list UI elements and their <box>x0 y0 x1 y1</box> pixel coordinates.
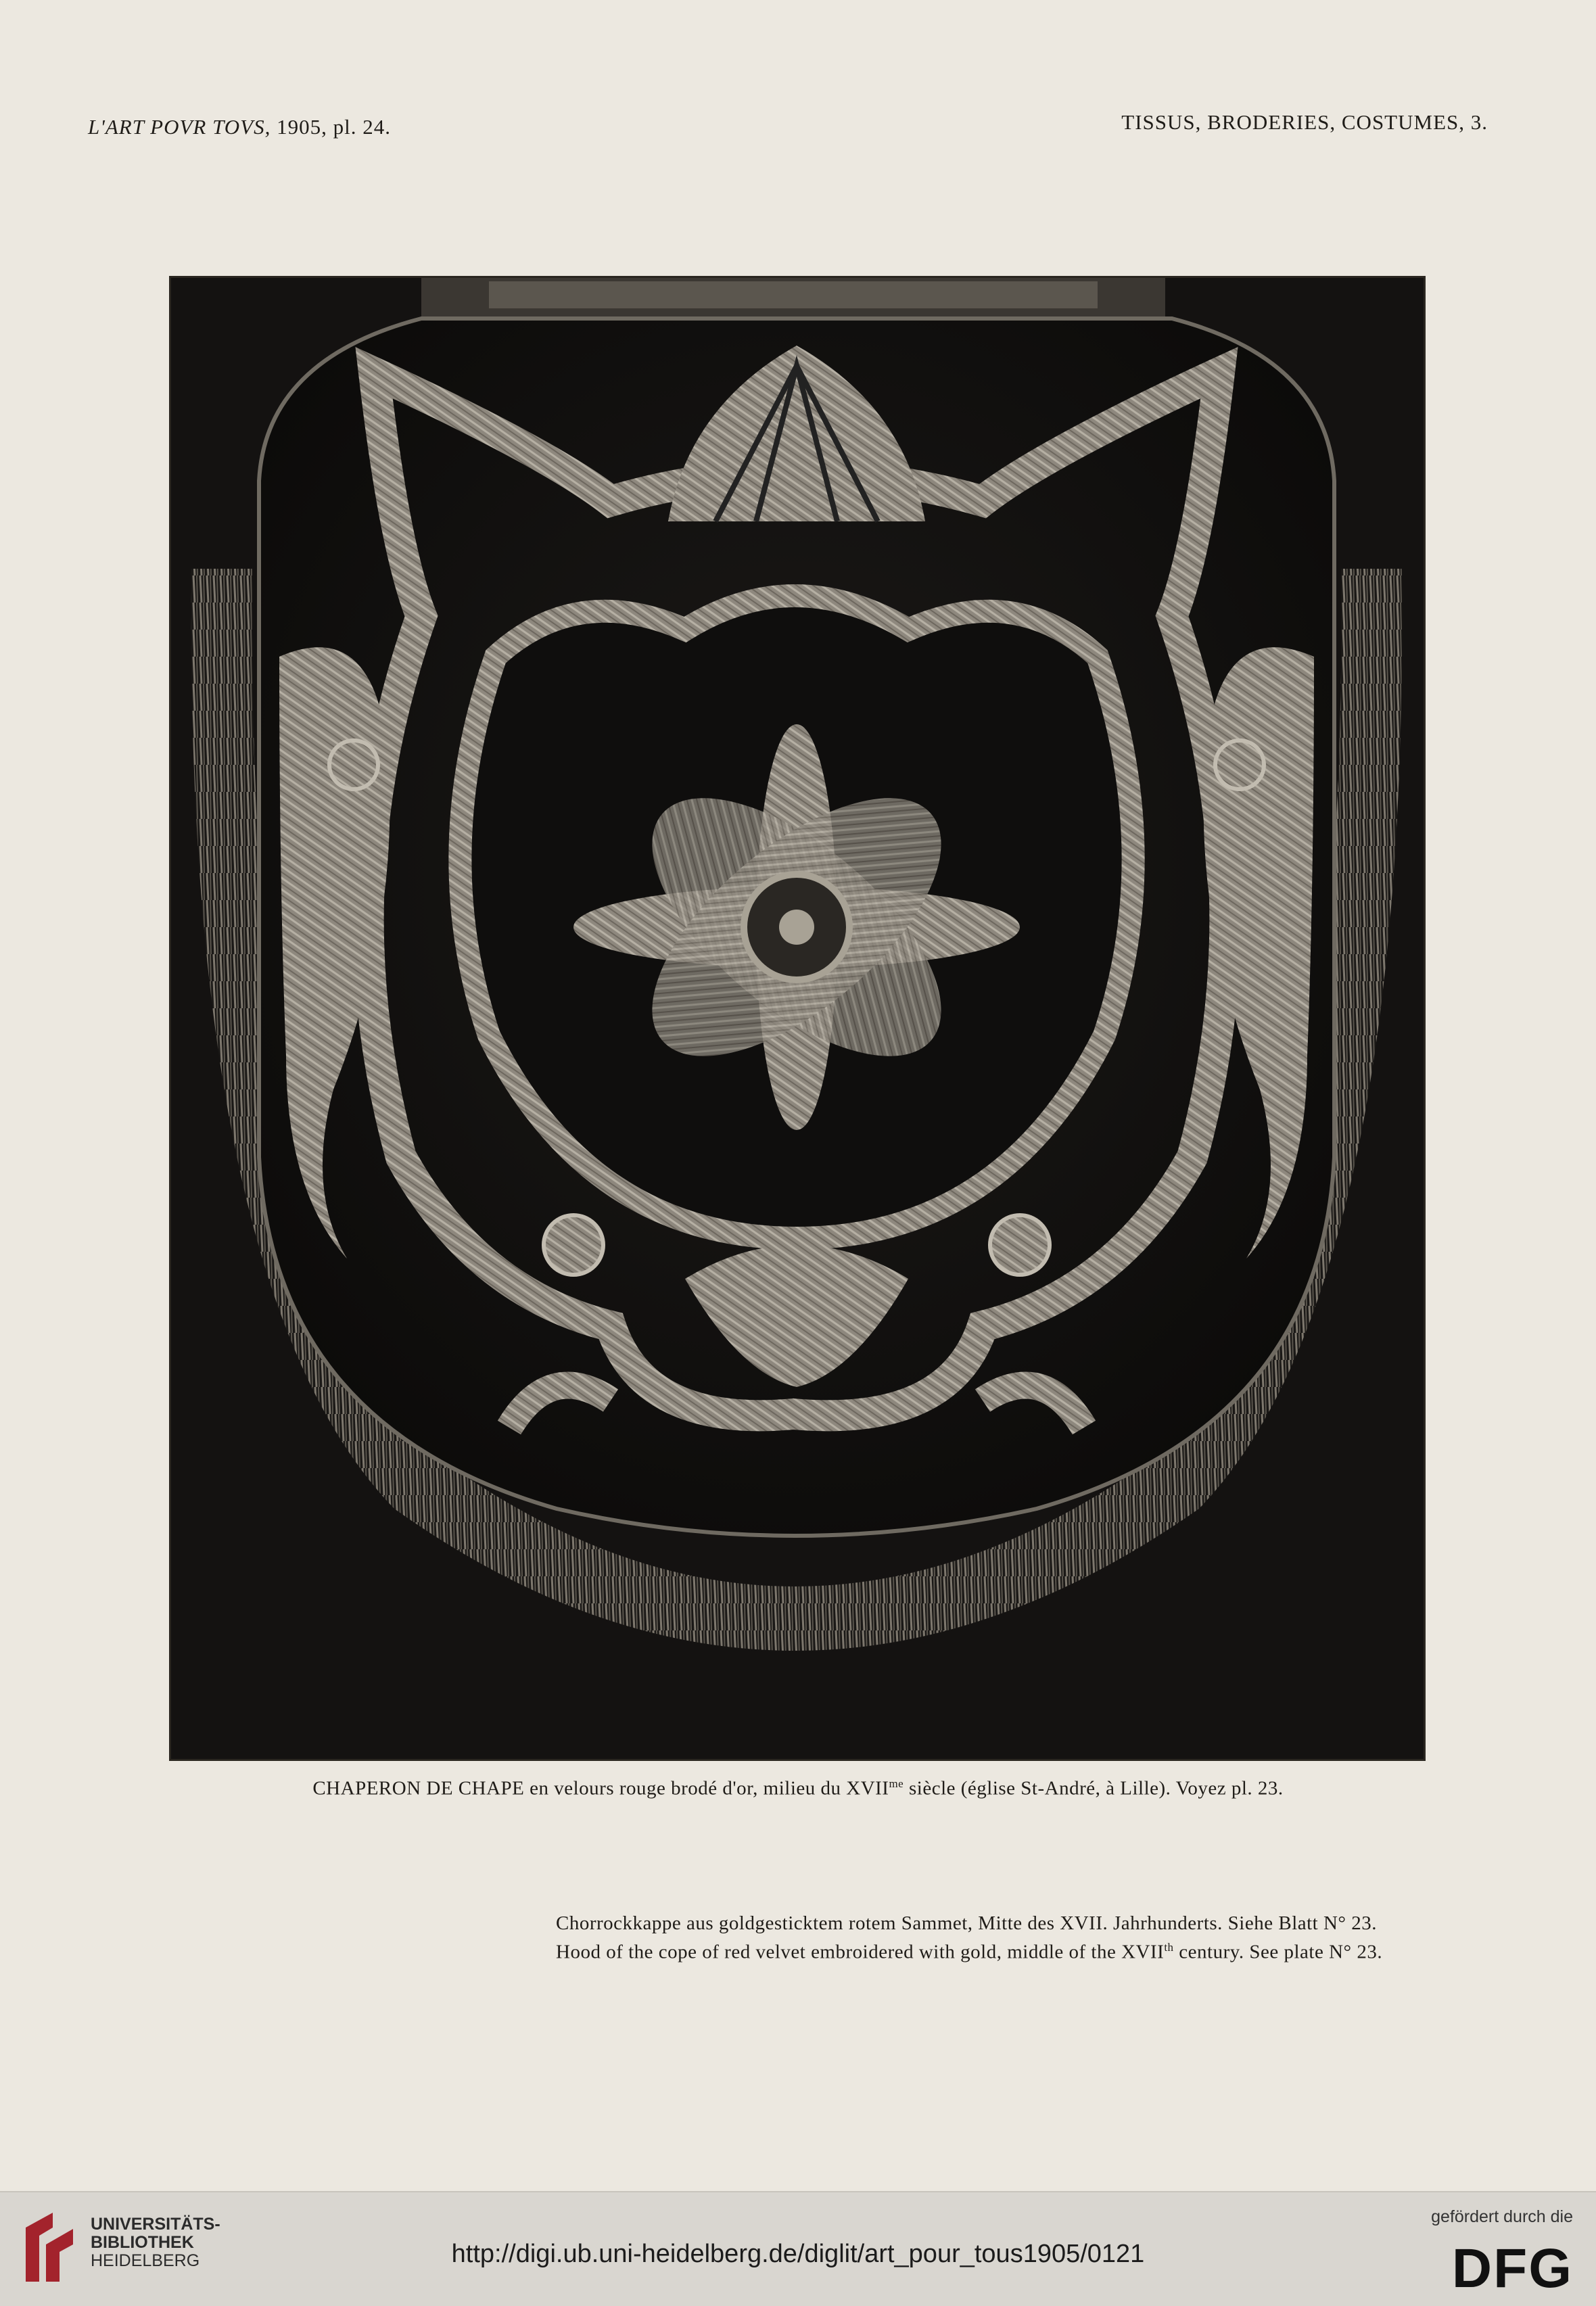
permalink-url[interactable]: http://digi.ub.uni-heidelberg.de/diglit/art_pour_tous1905/0121 <box>451 2240 1145 2268</box>
caption-english-rest: century. See plate N° 23. <box>1173 1941 1383 1963</box>
caption-french-text: en velours rouge brodé d'or, milieu du XVII <box>524 1777 889 1799</box>
caption-french-rest: siècle (église St-André, à Lille). Voyez pl. 23. <box>903 1777 1284 1799</box>
header-right: TISSUS, BRODERIES, COSTUMES, 3. <box>1121 110 1488 134</box>
library-name-line-3: HEIDELBERG <box>91 2251 200 2270</box>
library-name-line-2: BIBLIOTHEK <box>91 2233 194 2252</box>
caption-english <box>556 1941 1382 1964</box>
journal-title: L'ART POVR TOVS, <box>88 115 271 139</box>
digitization-footer <box>0 2191 1596 2306</box>
caption-french-title: CHAPERON DE CHAPE <box>312 1777 525 1799</box>
plate-reference: 1905, pl. 24. <box>277 115 391 139</box>
funding-note: gefördert durch die <box>1431 2207 1573 2226</box>
plate-photograph <box>169 276 1426 1761</box>
caption-french-superscript: me <box>889 1777 904 1790</box>
library-name-line-1: UNIVERSITÄTS- <box>91 2215 220 2234</box>
caption-french <box>0 1777 1596 1800</box>
embroidered-hood-image <box>171 278 1424 1759</box>
dfg-logo: DFG <box>1451 2238 1573 2299</box>
header-left <box>88 115 391 139</box>
caption-english-text: Hood of the cope of red velvet embroidered with gold, middle of the XVII <box>556 1941 1165 1963</box>
caption-german: Chorrockkappe aus goldgesticktem rotem Sammet, Mitte des XVII. Jahrhunderts. Siehe Blatt N° 23. <box>556 1912 1378 1934</box>
caption-english-superscript: th <box>1164 1941 1174 1954</box>
